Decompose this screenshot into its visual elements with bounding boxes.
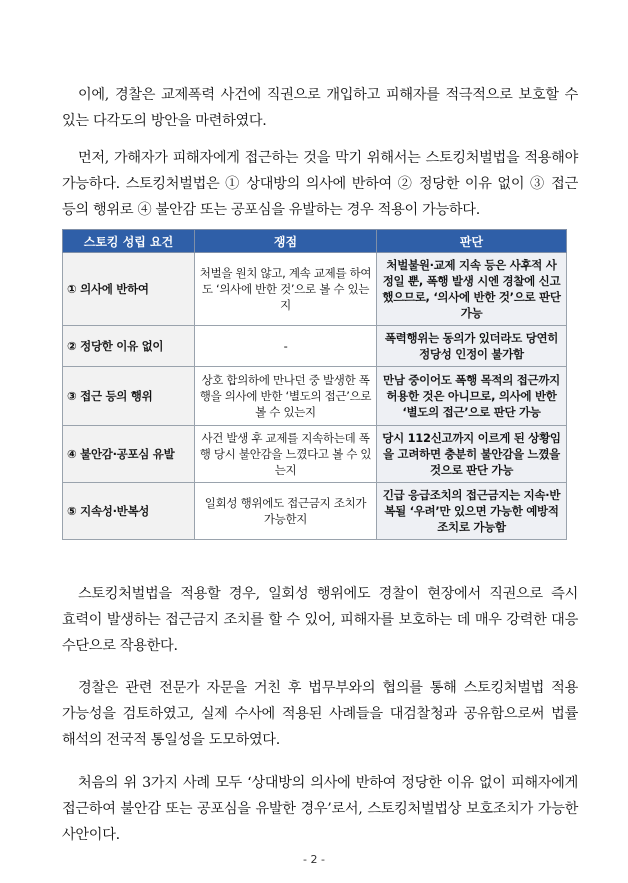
issue-cell: 상호 합의하에 만나던 중 발생한 폭행을 의사에 반한 ‘별도의 접근’으로 볼 수 있는지 xyxy=(195,367,377,426)
requirement-cell: ⑤ 지속성·반복성 xyxy=(63,483,195,540)
issue-cell: 처벌을 원치 않고, 계속 교제를 하여도 ‘의사에 반한 것’으로 볼 수 있는지 xyxy=(195,253,377,326)
judgment-cell: 만남 중이어도 폭행 목적의 접근까지 허용한 것은 아니므로, 의사에 반한 ‘별도의 접근’으로 판단 가능 xyxy=(377,367,567,426)
requirement-cell: ② 정당한 이유 없이 xyxy=(63,326,195,367)
paragraph-effect: 스토킹처벌법을 적용할 경우, 일회성 행위에도 경찰이 현장에서 직권으로 즉시 효력이 발생하는 접근금지 조치를 할 수 있어, 피해자를 보호하는 데 매우 강력한 대응 수단으로 작용한다. xyxy=(62,586,578,655)
table-header-row xyxy=(63,230,567,253)
paragraph-intro: 이에, 경찰은 교제폭력 사건에 직권으로 개입하고 피해자를 적극적으로 보호할 수 있는 다각도의 방안을 마련하였다. xyxy=(62,87,578,130)
table-row xyxy=(63,426,567,483)
requirement-cell: ④ 불안감·공포심 유발 xyxy=(63,426,195,483)
issue-cell: 사건 발생 후 교제를 지속하는데 폭행 당시 불안감을 느꼈다고 볼 수 있는지 xyxy=(195,426,377,483)
judgment-cell: 긴급 응급조치의 접근금지는 지속·반복될 ‘우려’만 있으면 가능한 예방적 조치로 가능함 xyxy=(377,483,567,540)
header-issue: 쟁점 xyxy=(195,230,377,253)
stalking-requirements-table xyxy=(62,229,567,540)
table-row xyxy=(63,253,567,326)
table-row xyxy=(63,483,567,540)
table-row xyxy=(63,326,567,367)
paragraph-conclusion: 처음의 위 3가지 사례 모두 ‘상대방의 의사에 반하여 정당한 이유 없이 피해자에게 접근하여 불안감 또는 공포심을 유발한 경우’로서, 스토킹처벌법상 보호조치가 가능한 사안이다. xyxy=(62,775,578,844)
issue-cell: 일회성 행위에도 접근금지 조치가 가능한지 xyxy=(195,483,377,540)
judgment-cell: 처벌불원·교제 지속 등은 사후적 사정일 뿐, 폭행 발생 시엔 경찰에 신고했으므로, ‘의사에 반한 것’으로 판단 가능 xyxy=(377,253,567,326)
page-number: - 2 - xyxy=(303,853,325,866)
requirement-cell: ③ 접근 등의 행위 xyxy=(63,367,195,426)
paragraph-stalking-law: 먼저, 가해자가 피해자에게 접근하는 것을 막기 위해서는 스토킹처벌법을 적용해야 가능하다. 스토킹처벌법은 ① 상대방의 의사에 반하여 ② 정당한 이유 없이 ③ 접근 등의 행위로 ④ 불안감 또는 공포심을 유발하는 경우 적용이 가능하다. xyxy=(62,150,578,219)
judgment-cell: 폭력행위는 동의가 있더라도 당연히 정당성 인정이 불가함 xyxy=(377,326,567,367)
header-requirement: 스토킹 성립 요건 xyxy=(63,230,195,253)
header-judgment: 판단 xyxy=(377,230,567,253)
requirement-cell: ① 의사에 반하여 xyxy=(63,253,195,326)
table-row xyxy=(63,367,567,426)
issue-cell: - xyxy=(195,326,377,367)
paragraph-consultation: 경찰은 관련 전문가 자문을 거친 후 법무부와의 협의를 통해 스토킹처벌법 적용 가능성을 검토하였고, 실제 수사에 적용된 사례들을 대검찰청과 공유함으로써 법률 해석의 전국적 통일성을 도모하였다. xyxy=(62,680,578,749)
judgment-cell: 당시 112신고까지 이르게 된 상황임을 고려하면 충분히 불안감을 느꼈을 것으로 판단 가능 xyxy=(377,426,567,483)
